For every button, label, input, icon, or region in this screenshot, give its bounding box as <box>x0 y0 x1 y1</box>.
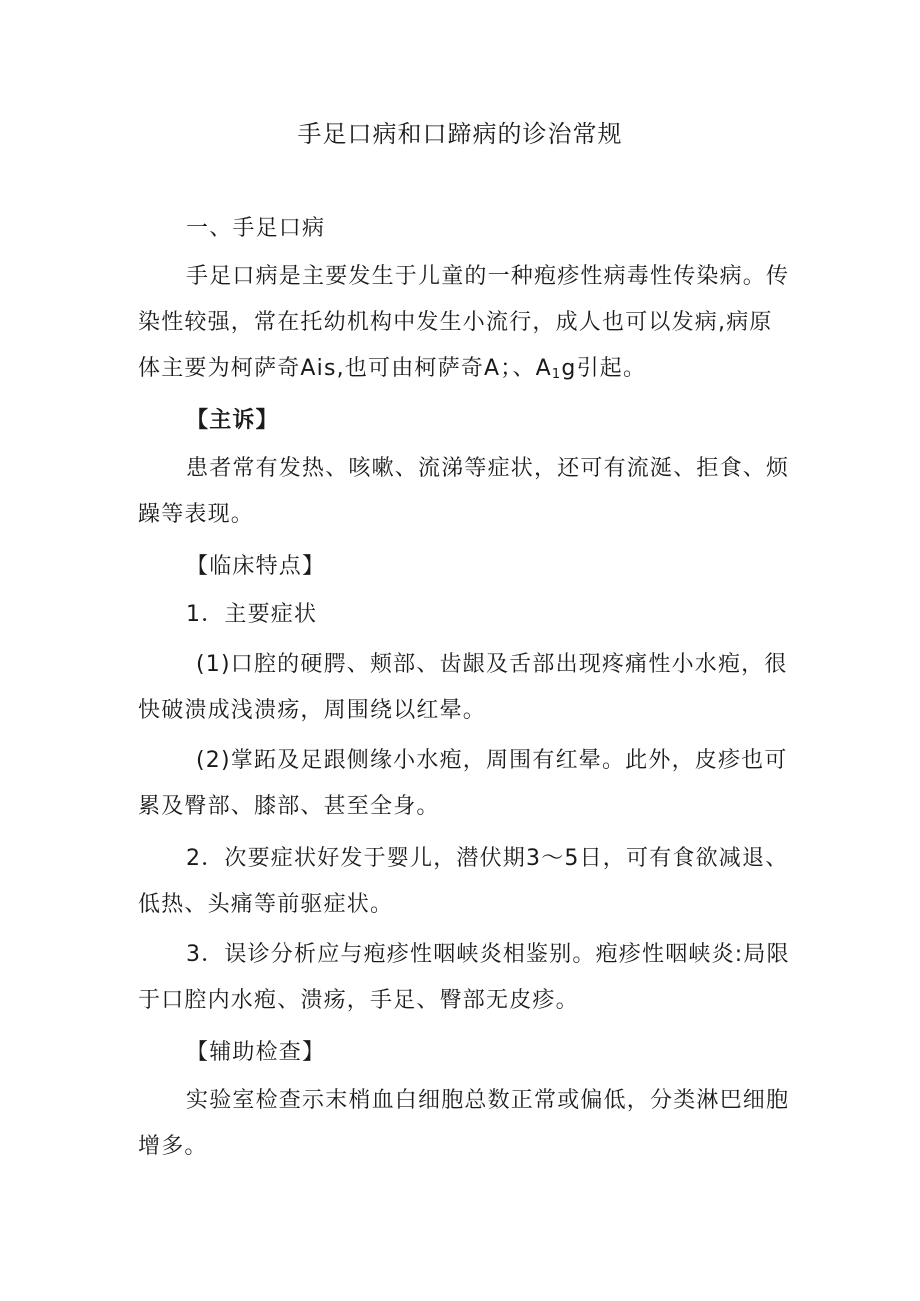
clinical-item3: 3．误诊分析应与疱疹性咽峡炎相鉴别。疱疹性咽峡炎:局限 于口腔内水疱、溃疡，手足、臀部无皮疹。 <box>138 942 790 1013</box>
aux-paragraph: 实验室检查示末梢血白细胞总数正常或偏低，分类淋巴细胞 增多。 <box>138 1088 790 1159</box>
complaint-heading: 【主诉】 <box>186 408 279 433</box>
clinical-item1-paragraph2: (2)掌跖及足跟侧缘小水疱，周围有红晕。此外，皮疹也可 累及臀部、膝部、甚至全身。 <box>138 748 788 819</box>
intro-line3: 体主要为柯萨奇Ais,也可由柯萨奇A；、$A_1g$引起。 <box>138 356 647 382</box>
clinical-item1-heading: 1．主要症状 <box>186 602 318 627</box>
aux-heading: 【辅助检查】 <box>186 1040 326 1065</box>
intro-paragraph: 手足口病是主要发生于儿童的一种疱疹性病毒性传染病。传 染性较强，常在托幼机构中发生小流行，成人也可以发病,病原 体主要为柯萨奇Ais,也可由柯萨奇A；、$A_1g$引起。 <box>138 254 788 392</box>
document-title: 手足口病和口蹄病的诊治常规 <box>297 120 623 148</box>
clinical-item2: 2．次要症状好发于婴儿，潜伏期3～5日，可有食欲减退、 低热、头痛等前驱症状。 <box>138 846 789 917</box>
clinical-item1-paragraph1: (1)口腔的硬腭、颊部、齿龈及舌部出现疼痛性小水疱，很 快破溃成浅溃疡，周围绕以红晕。 <box>138 652 788 723</box>
complaint-paragraph: 患者常有发热、咳嗽、流涕等症状，还可有流涎、拒食、烦 躁等表现。 <box>138 456 790 527</box>
section-heading-hfmd: 一、手足口病 <box>186 216 326 241</box>
clinical-heading: 【临床特点】 <box>186 554 326 579</box>
